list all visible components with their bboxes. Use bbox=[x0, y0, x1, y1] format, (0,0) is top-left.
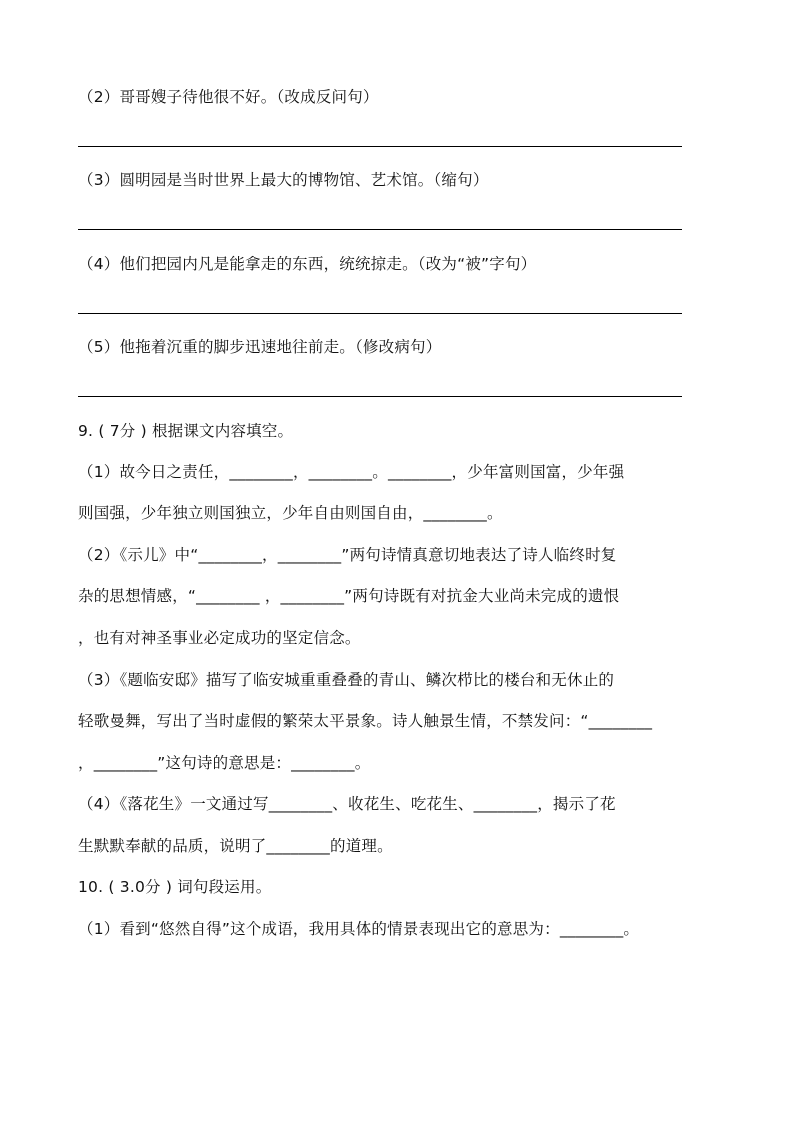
q9-text-line: （2）《示儿》中“________，________”两句诗情真意切地表达了诗人临终时复 bbox=[78, 546, 617, 564]
q9-text-line: （1）故今日之责任，________，________。________，少年富则国富，少年强 bbox=[78, 463, 625, 481]
q9-text-line: （4）《落花生》一文通过写________、收花生、吃花生、________，揭示了花 bbox=[78, 795, 616, 813]
q9-text-line: 生默默奉献的品质，说明了________的道理。 bbox=[78, 837, 393, 855]
q9-text-line: 则国强，少年独立则国独立，少年自由则国自由，________。 bbox=[78, 504, 503, 522]
question-item-3: （3）圆明园是当时世界上最大的博物馆、艺术馆。（缩句） bbox=[78, 171, 489, 189]
q9-text-line: ，也有对神圣事业必定成功的坚定信念。 bbox=[78, 629, 361, 647]
q9-text-line: ，________”这句诗的意思是：________。 bbox=[78, 754, 371, 772]
answer-line-5[interactable] bbox=[78, 396, 682, 397]
q9-text-line: 轻歌曼舞，写出了当时虚假的繁荣太平景象。诗人触景生情，不禁发问：“________ bbox=[78, 712, 653, 730]
q9-text-line: 杂的思想情感，“________ ，________”两句诗既有对抗金大业尚未完成的遗恨 bbox=[78, 587, 620, 605]
q9-text-line: （3）《题临安邸》描写了临安城重重叠叠的青山、鳞次栉比的楼台和无休止的 bbox=[78, 671, 615, 689]
answer-line-2[interactable] bbox=[78, 146, 682, 147]
answer-line-4[interactable] bbox=[78, 313, 682, 314]
question-item-2: （2）哥哥嫂子待他很不好。（改成反问句） bbox=[78, 88, 379, 106]
question-item-5: （5）他拖着沉重的脚步迅速地往前走。（修改病句） bbox=[78, 338, 442, 356]
question-10-heading: 10. ( 3.0分 ) 词句段运用。 bbox=[78, 878, 272, 896]
answer-line-3[interactable] bbox=[78, 229, 682, 230]
question-9-heading: 9. ( 7分 ) 根据课文内容填空。 bbox=[78, 422, 294, 440]
q10-item-1: （1）看到“悠然自得”这个成语，我用具体的情景表现出它的意思为：________。 bbox=[78, 920, 640, 938]
question-item-4: （4）他们把园内凡是能拿走的东西，统统掠走。（改为“被”字句） bbox=[78, 255, 537, 273]
